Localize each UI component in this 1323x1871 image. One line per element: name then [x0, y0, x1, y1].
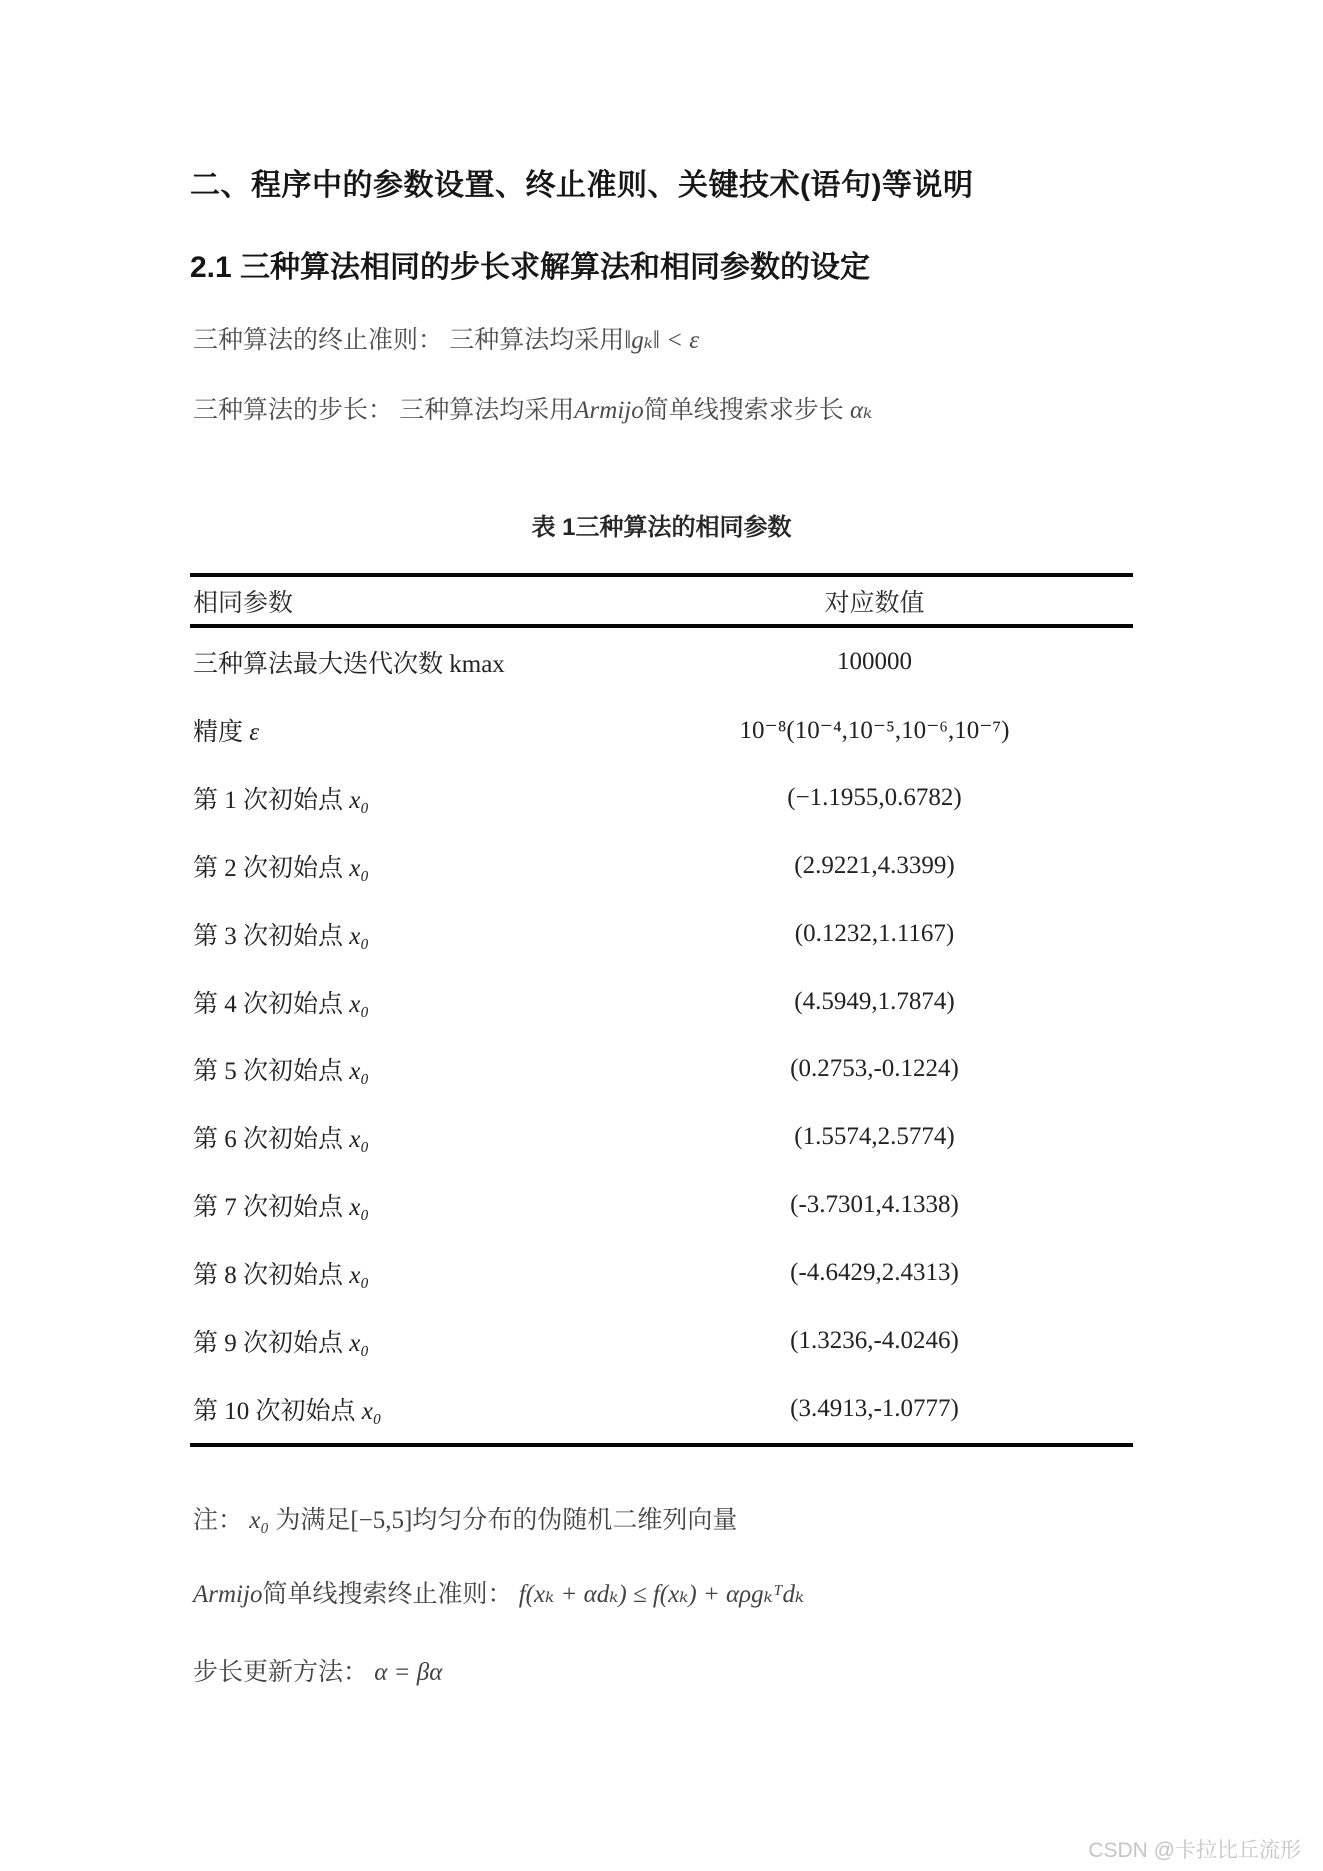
value-cell [616, 1191, 1133, 1219]
table-row [190, 1103, 1133, 1171]
note-step-update [193, 1652, 1193, 1688]
param-cell [190, 848, 616, 884]
param-math-symbol: x₀ [349, 1058, 370, 1086]
param-math-symbol: x₀ [349, 1262, 370, 1290]
value-cell [616, 715, 1133, 745]
note-label: 注： [193, 1507, 250, 1534]
table-row [190, 968, 1133, 1036]
param-cell [190, 1187, 616, 1223]
table-body [190, 628, 1133, 1447]
step-update-formula: α = βα [374, 1659, 443, 1686]
table-row [190, 832, 1133, 900]
param-cell [190, 1119, 616, 1155]
step-update-text: 步长更新方法： [193, 1659, 375, 1686]
armijo-criterion-text: 简单线搜索终止准则： [262, 1581, 519, 1608]
param-value: 100000 [837, 647, 912, 675]
param-label: 第 5 次初始点 [193, 1058, 350, 1086]
param-cell [190, 780, 616, 816]
table-row [190, 628, 1133, 696]
value-cell [616, 1395, 1133, 1423]
param-cell [190, 984, 616, 1020]
param-value: (4.5949,1.7874) [794, 987, 955, 1015]
param-value: (3.4913,-1.0777) [790, 1395, 959, 1423]
value-cell [616, 784, 1133, 812]
armijo-word: Armijo [574, 397, 644, 424]
table-row [190, 1239, 1133, 1307]
table-row [190, 1171, 1133, 1239]
param-math-symbol: x₀ [349, 786, 370, 814]
value-cell [616, 920, 1133, 948]
step-text: 三种算法的步长： 三种算法均采用 [193, 397, 575, 424]
param-math-symbol: x₀ [349, 1330, 370, 1358]
param-label: 第 8 次初始点 [193, 1262, 350, 1290]
section-heading: 二、程序中的参数设置、终止准则、关键技术(语句)等说明 [190, 169, 974, 202]
param-value: (-4.6429,2.4313) [790, 1259, 959, 1287]
param-label: 第 7 次初始点 [193, 1194, 350, 1222]
param-label: 精度 [193, 718, 250, 746]
param-label: 第 3 次初始点 [193, 922, 350, 950]
param-math-symbol: x₀ [349, 990, 370, 1018]
param-math-symbol: ε [249, 718, 260, 746]
table-header-row [190, 573, 1133, 628]
param-label: 第 4 次初始点 [193, 990, 350, 1018]
param-label: 第 6 次初始点 [193, 1126, 350, 1154]
param-label: 第 10 次初始点 [193, 1398, 362, 1426]
table-row [190, 900, 1133, 968]
x0-symbol: x₀ [249, 1507, 270, 1534]
param-value: 10⁻⁸(10⁻⁴,10⁻⁵,10⁻⁶,10⁻⁷) [739, 716, 1010, 744]
param-math-symbol: x₀ [349, 1194, 370, 1222]
value-cell [616, 852, 1133, 880]
value-cell [616, 648, 1133, 676]
param-value: (1.3236,-4.0246) [790, 1327, 959, 1355]
table-row [190, 1036, 1133, 1104]
param-cell [190, 1391, 616, 1427]
subsection-heading: 2.1 三种算法相同的步长求解算法和相同参数的设定 [190, 251, 871, 284]
param-value: (0.2753,-0.1224) [790, 1055, 959, 1083]
note-text: 为满足[−5,5]均匀分布的伪随机二维列向量 [269, 1507, 738, 1534]
value-cell [616, 1055, 1133, 1083]
param-label: 第 2 次初始点 [193, 854, 350, 882]
armijo-formula: f(xₖ + αdₖ) ≤ f(xₖ) + αρgₖᵀdₖ [518, 1581, 805, 1608]
step-text2: 简单线搜索求步长 [643, 397, 850, 424]
termination-formula: ‖gₖ‖ < ε [624, 327, 700, 354]
table-row [190, 696, 1133, 764]
table-row [190, 1307, 1133, 1375]
param-cell [190, 916, 616, 952]
param-value: (2.9221,4.3399) [794, 851, 955, 879]
table-row [190, 764, 1133, 832]
param-value: (-3.7301,4.1338) [790, 1191, 959, 1219]
param-math-symbol: x₀ [361, 1398, 382, 1426]
param-value: (0.1232,1.1167) [794, 919, 955, 947]
step-length-line [193, 390, 1193, 426]
param-cell [190, 1255, 616, 1291]
armijo-word: Armijo [193, 1581, 263, 1608]
param-label: 第 9 次初始点 [193, 1330, 350, 1358]
value-cell [616, 1327, 1133, 1355]
param-value: (−1.1955,0.6782) [787, 783, 962, 811]
param-cell [190, 712, 616, 748]
header-param: 相同参数 [193, 589, 294, 617]
parameters-table [190, 573, 1133, 1447]
csdn-watermark: CSDN @卡拉比丘流形 [1088, 1839, 1301, 1862]
param-cell [190, 1051, 616, 1087]
termination-criterion-line [193, 320, 1193, 356]
param-math-symbol: x₀ [349, 922, 370, 950]
value-cell [616, 988, 1133, 1016]
param-math-symbol: x₀ [349, 854, 370, 882]
param-math-symbol: x₀ [349, 1126, 370, 1154]
param-label: 三种算法最大迭代次数 kmax [193, 650, 505, 678]
note-random-vector [193, 1500, 1193, 1536]
value-cell [616, 1259, 1133, 1287]
param-cell [190, 1323, 616, 1359]
value-cell [616, 1123, 1133, 1151]
alpha-k-symbol: αₖ [849, 397, 873, 424]
header-value: 对应数值 [824, 589, 925, 617]
table-caption: 表 1三种算法的相同参数 [531, 514, 792, 541]
param-label: 第 1 次初始点 [193, 786, 350, 814]
param-value: (1.5574,2.5774) [794, 1123, 955, 1151]
table-row [190, 1375, 1133, 1443]
param-cell [190, 644, 616, 680]
termination-text: 三种算法的终止准则： 三种算法均采用 [193, 327, 625, 354]
note-armijo-criterion [193, 1574, 1193, 1610]
